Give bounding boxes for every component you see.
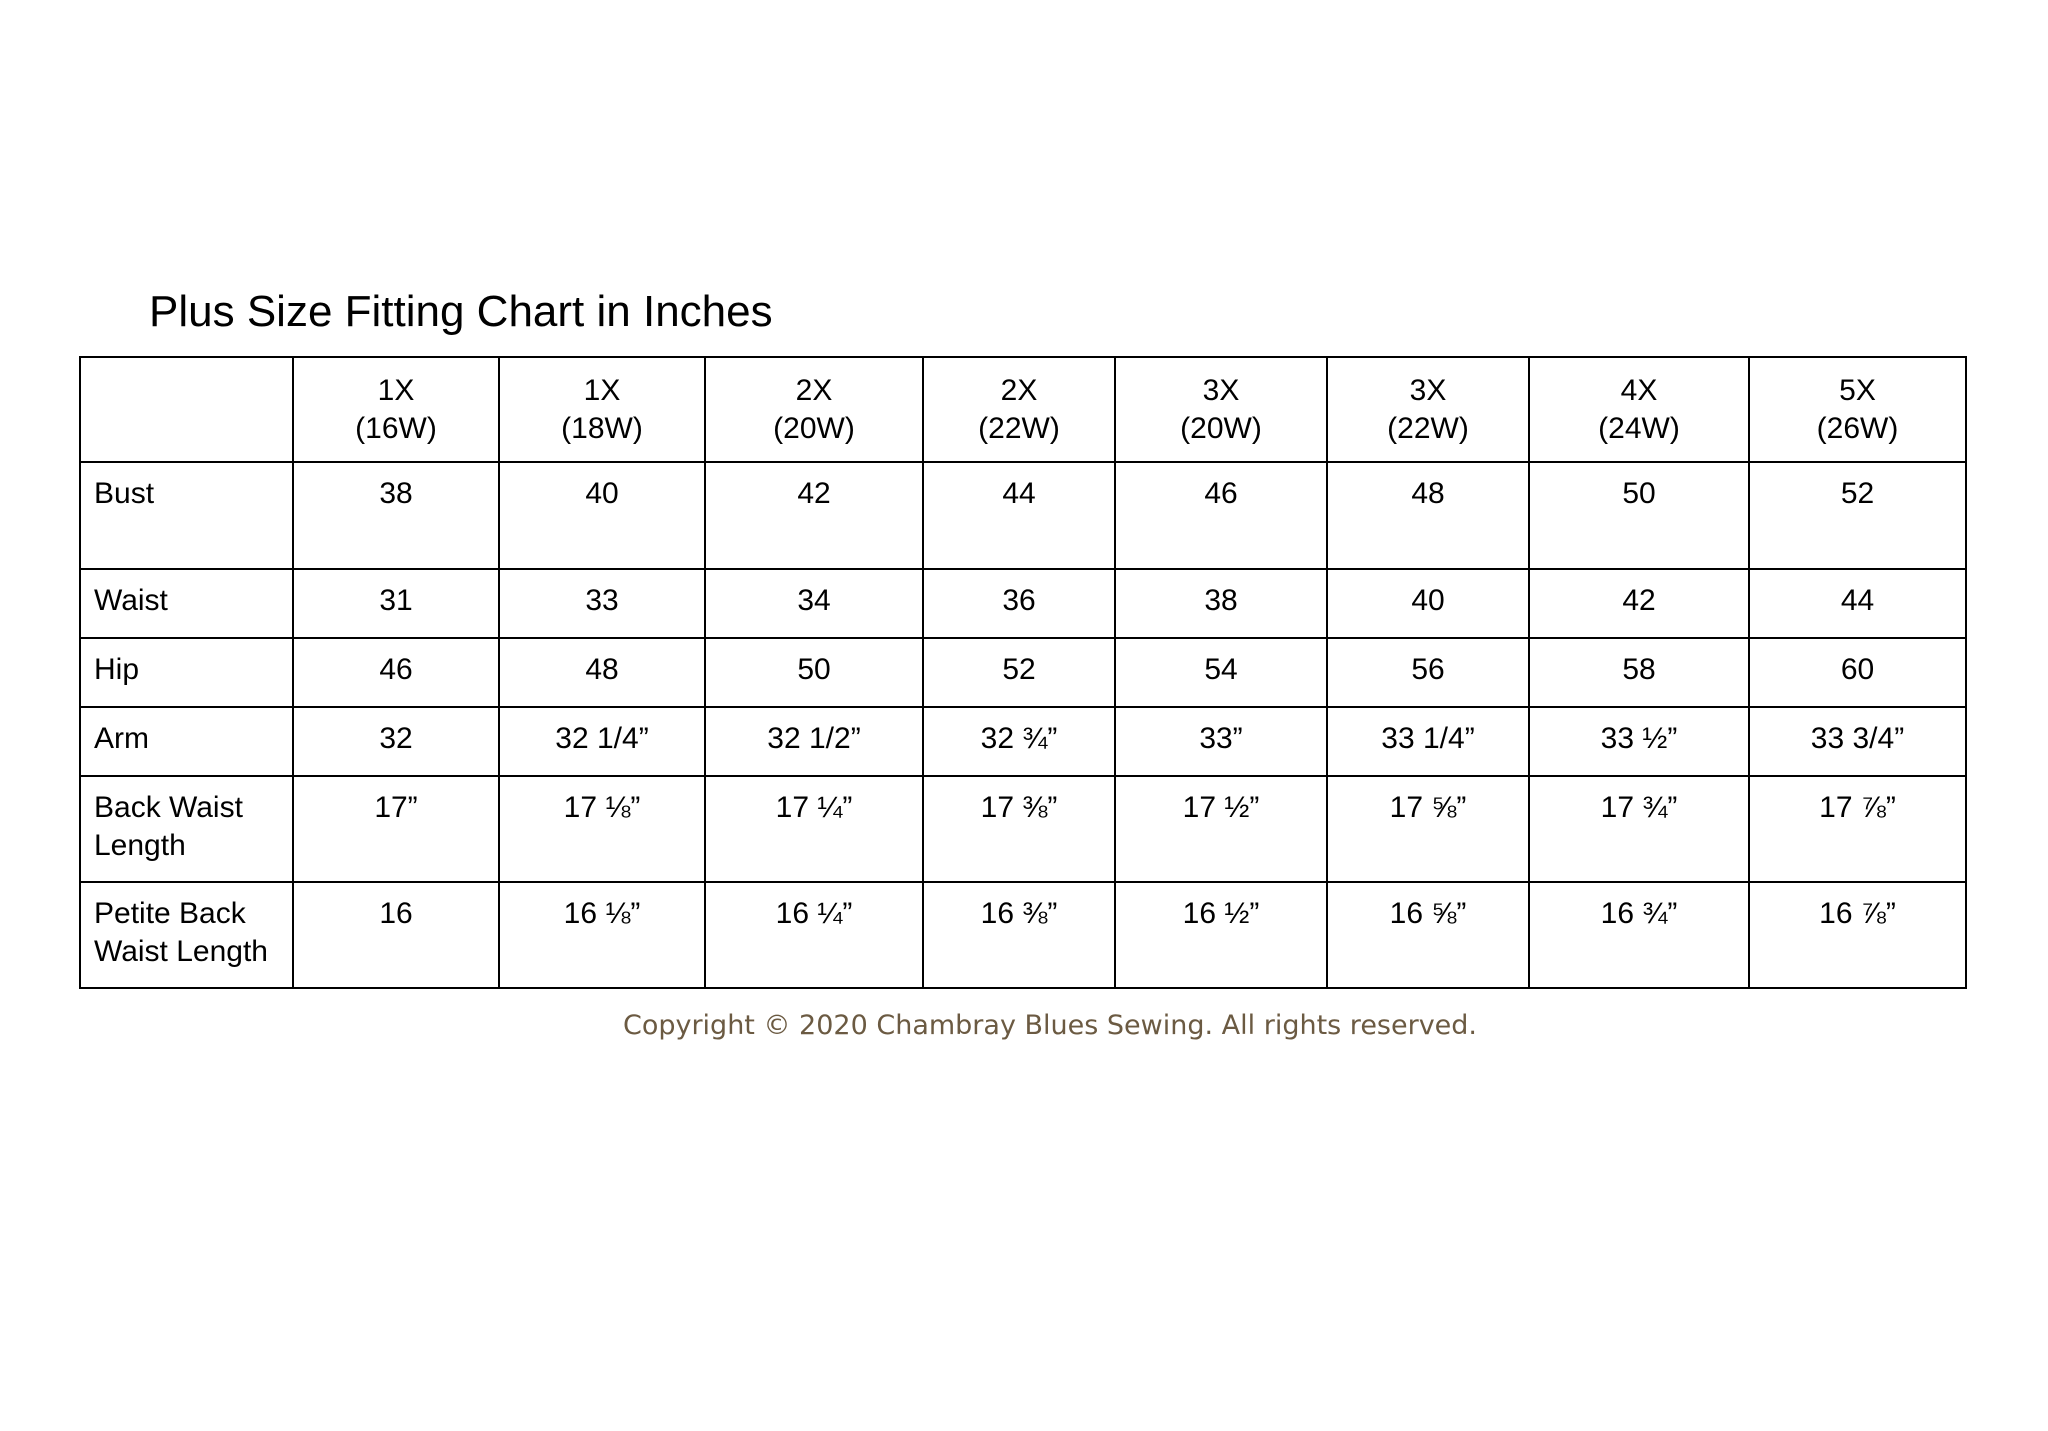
table-cell: 33 [499, 569, 705, 638]
header-women-size: (22W) [1387, 412, 1469, 445]
header-women-size: (18W) [561, 412, 643, 445]
header-cell-1x-18w [499, 357, 705, 462]
header-size: 2X [795, 374, 833, 407]
table-cell: 16 [293, 882, 499, 988]
row-label: Petite Back Waist Length [80, 882, 293, 988]
header-women-size: (22W) [978, 412, 1060, 445]
table-cell: 17 ¼” [705, 776, 923, 882]
table-cell: 50 [705, 638, 923, 707]
table-cell: 33 ½” [1529, 707, 1749, 776]
header-cell-4x-24w [1529, 357, 1749, 462]
table-cell: 46 [293, 638, 499, 707]
table-cell: 17” [293, 776, 499, 882]
size-table [79, 356, 1967, 989]
table-cell: 33 3/4” [1749, 707, 1966, 776]
header-cell-3x-20w [1115, 357, 1327, 462]
table-cell: 32 ¾” [923, 707, 1115, 776]
table-cell: 50 [1529, 462, 1749, 569]
table-cell: 32 1/2” [705, 707, 923, 776]
table-cell: 16 ⅝” [1327, 882, 1529, 988]
table-cell: 56 [1327, 638, 1529, 707]
row-label: Bust [80, 462, 293, 569]
table-row-back-waist-length [80, 776, 1966, 882]
table-cell: 17 ⅜” [923, 776, 1115, 882]
table-cell: 38 [293, 462, 499, 569]
table-cell: 44 [1749, 569, 1966, 638]
header-size: 3X [1202, 374, 1240, 407]
header-women-size: (20W) [1180, 412, 1262, 445]
table-cell: 52 [923, 638, 1115, 707]
row-label: Arm [80, 707, 293, 776]
table-cell: 32 [293, 707, 499, 776]
header-blank-cell [80, 357, 293, 462]
table-cell: 33 1/4” [1327, 707, 1529, 776]
header-women-size: (20W) [773, 412, 855, 445]
table-row-waist [80, 569, 1966, 638]
table-cell: 31 [293, 569, 499, 638]
table-cell: 42 [1529, 569, 1749, 638]
header-women-size: (26W) [1816, 412, 1899, 445]
row-label: Back Waist Length [80, 776, 293, 882]
table-row-hip [80, 638, 1966, 707]
table-cell: 38 [1115, 569, 1327, 638]
header-size: 4X [1620, 374, 1658, 407]
header-cell-2x-20w [705, 357, 923, 462]
header-women-size: (24W) [1598, 412, 1680, 445]
table-cell: 46 [1115, 462, 1327, 569]
table-cell: 33” [1115, 707, 1327, 776]
chart-title: Plus Size Fitting Chart in Inches [149, 287, 773, 336]
table-cell: 52 [1749, 462, 1966, 569]
header-cell-1x-16w [293, 357, 499, 462]
header-women-size: (16W) [355, 412, 437, 445]
table-cell: 58 [1529, 638, 1749, 707]
table-cell: 16 ¾” [1529, 882, 1749, 988]
table-cell: 17 ¾” [1529, 776, 1749, 882]
table-cell: 32 1/4” [499, 707, 705, 776]
table-cell: 40 [499, 462, 705, 569]
table-cell: 16 ¼” [705, 882, 923, 988]
table-cell: 17 ⅞” [1749, 776, 1966, 882]
header-size: 3X [1409, 374, 1447, 407]
table-cell: 44 [923, 462, 1115, 569]
table-cell: 17 ⅛” [499, 776, 705, 882]
table-cell: 48 [1327, 462, 1529, 569]
table-row-bust [80, 462, 1966, 569]
header-cell-2x-22w [923, 357, 1115, 462]
header-size: 2X [1000, 374, 1038, 407]
table-row-arm [80, 707, 1966, 776]
row-label: Hip [80, 638, 293, 707]
header-size: 1X [377, 374, 415, 407]
table-cell: 17 ⅝” [1327, 776, 1529, 882]
copyright-notice: Copyright © 2020 Chambray Blues Sewing. All rights reserved. [622, 1010, 1478, 1041]
table-cell: 36 [923, 569, 1115, 638]
table-cell: 34 [705, 569, 923, 638]
table-row-petite-back-waist-length [80, 882, 1966, 988]
header-row [80, 357, 1966, 462]
table-cell: 48 [499, 638, 705, 707]
row-label: Waist [80, 569, 293, 638]
header-cell-3x-22w [1327, 357, 1529, 462]
table-cell: 60 [1749, 638, 1966, 707]
header-cell-5x-26w [1749, 357, 1966, 462]
table-cell: 40 [1327, 569, 1529, 638]
table-cell: 42 [705, 462, 923, 569]
header-size: 1X [583, 374, 621, 407]
table-cell: 17 ½” [1115, 776, 1327, 882]
table-cell: 54 [1115, 638, 1327, 707]
table-cell: 16 ⅛” [499, 882, 705, 988]
table-cell: 16 ⅞” [1749, 882, 1966, 988]
header-size: 5X [1839, 374, 1876, 407]
table-cell: 16 ½” [1115, 882, 1327, 988]
table-cell: 16 ⅜” [923, 882, 1115, 988]
